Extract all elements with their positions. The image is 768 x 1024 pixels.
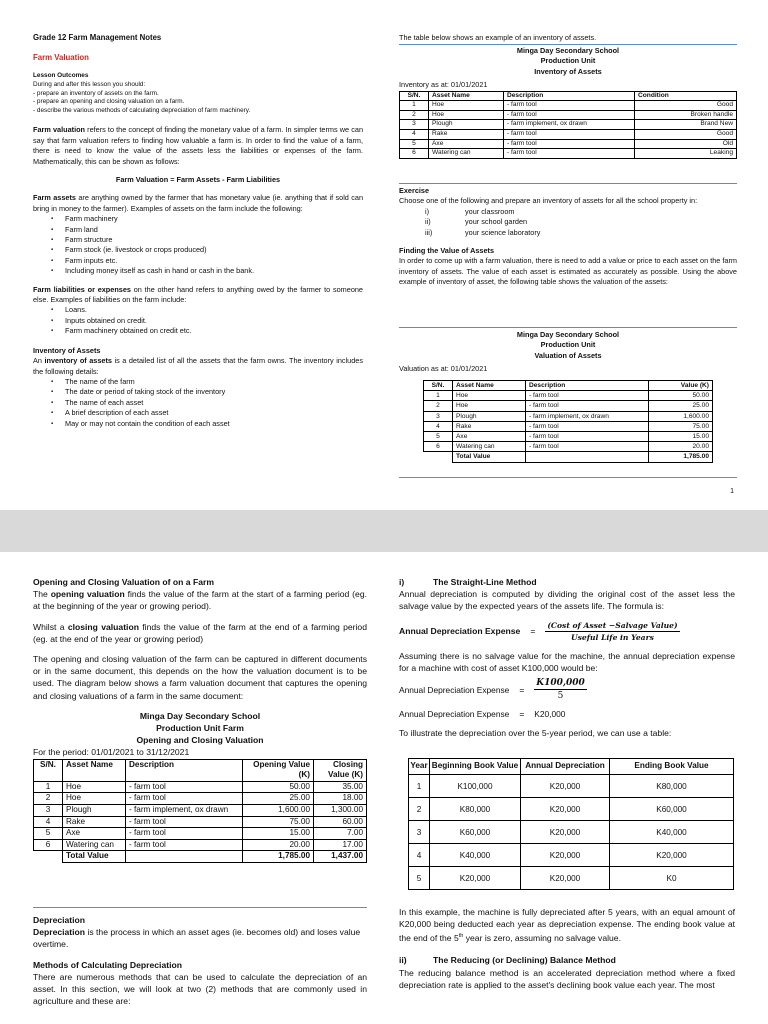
- straight-line-text: Annual depreciation is computed by dividing the original cost of the asset less the salvage value by the expected years of the assets life. The formula is:: [399, 589, 735, 612]
- cell-closing: 7.00: [314, 828, 367, 840]
- formula-example: [399, 678, 735, 701]
- table-header: Ending Book Value: [610, 759, 734, 775]
- cell-opening: 75.00: [243, 816, 314, 828]
- table-row: [400, 149, 737, 159]
- cell-sn: 3: [34, 805, 63, 817]
- list-text: your classroom: [465, 206, 515, 216]
- cell-asset: Hoe: [453, 401, 526, 411]
- inventory-heading: Inventory of Assets: [33, 345, 101, 355]
- school-name: Minga Day Secondary School: [139, 710, 261, 721]
- inventory-text: is a detailed list of all the assets that the farm owns. The inventory includes the following details:: [33, 356, 363, 376]
- equals-sign: =: [519, 709, 525, 720]
- cell-sn: 3: [424, 411, 453, 421]
- cell-sn: 4: [400, 130, 429, 140]
- list-number: iii): [425, 227, 433, 237]
- cell-description: - farm implement, ox drawn: [504, 120, 635, 130]
- list-number: ii): [425, 217, 431, 227]
- cell-description: - farm tool: [504, 101, 635, 111]
- cell-condition: Good: [635, 130, 737, 140]
- cell-condition: Leaking: [635, 149, 737, 159]
- reducing-balance-text: The reducing balance method is an accelerated depreciation method where a fixed depreciation rate is applied to the asset's declining book value each year. The most: [399, 967, 735, 990]
- list-text: your school garden: [465, 217, 528, 227]
- depreciation-text: is the process in which an asset ages (ie. becomes old) and loses value overtime.: [33, 927, 361, 950]
- liabilities-list: [33, 305, 363, 336]
- list-item: ▪ Farm machinery obtained on credit etc.: [65, 326, 363, 336]
- cell-description: - farm tool: [504, 130, 635, 140]
- oc-pre: Whilst a: [33, 621, 68, 632]
- cell-value: 50.00: [649, 391, 713, 401]
- cell-condition: Old: [635, 139, 737, 149]
- doc-title: Grade 12 Farm Management Notes: [33, 33, 162, 42]
- oc-pre: The: [33, 589, 51, 600]
- table-row: [424, 391, 713, 401]
- divider: [399, 477, 737, 478]
- closing-valuation-text: finds the value of the farm at the end of a farming period (eg. at the end of the year or growing period): [33, 621, 367, 644]
- lesson-outcomes: [33, 72, 363, 115]
- cell-beginning: K20,000: [430, 867, 521, 890]
- table-row: [400, 101, 737, 111]
- inventory-term: inventory of assets: [44, 356, 112, 366]
- cell-sn: 5: [424, 432, 453, 442]
- total-closing: 1,437.00: [314, 851, 367, 863]
- straight-line-heading: The Straight-Line Method: [433, 577, 537, 587]
- doc-subtitle: Farm Valuation: [33, 53, 89, 63]
- inventory-pre: An: [33, 356, 45, 366]
- farm-liabilities-term: Farm liabilities or expenses: [33, 284, 131, 294]
- inventory-table-intro: The table below shows an example of an inventory of assets.: [399, 33, 597, 42]
- page1-right-column: [399, 33, 737, 43]
- cell-closing: 60.00: [314, 816, 367, 828]
- divider: [399, 44, 737, 45]
- equals-sign: =: [519, 684, 525, 695]
- cell-annual: K20,000: [521, 821, 610, 844]
- methods-heading: Methods of Calculating Depreciation: [33, 959, 182, 970]
- table-header: Asset Name: [429, 91, 504, 101]
- cell-opening: 1,600.00: [243, 805, 314, 817]
- divider: [33, 907, 367, 908]
- farm-assets-term: Farm assets: [33, 193, 76, 203]
- depreciation-paragraph: [33, 926, 367, 950]
- cell-description: - farm tool: [504, 149, 635, 159]
- cell-asset: Plough: [63, 805, 126, 817]
- divider: [399, 327, 737, 328]
- table-row: [424, 421, 713, 431]
- depreciation-term: Depreciation: [33, 927, 86, 938]
- cell-description: - farm tool: [126, 816, 243, 828]
- cell-sn: 5: [400, 139, 429, 149]
- cell-value: 1,600.00: [649, 411, 713, 421]
- table-row: [409, 798, 734, 821]
- period: For the period: 01/01/2021 to 31/12/2021: [33, 747, 190, 758]
- farm-liabilities-paragraph: [33, 285, 363, 306]
- list-item: [425, 228, 737, 238]
- table-header: Opening Value (K): [243, 759, 314, 781]
- cell-sn: 6: [34, 839, 63, 851]
- table-header: Year: [409, 759, 430, 775]
- formula-result: [399, 709, 735, 719]
- table-header: Asset Name: [453, 381, 526, 391]
- cell-asset: Plough: [429, 120, 504, 130]
- valuation-title: Valuation of Assets: [534, 350, 602, 360]
- list-item: ▪ Farm inputs etc.: [65, 256, 363, 266]
- table-row: [34, 781, 367, 793]
- outcomes-intro: During and after this lesson you should:: [33, 81, 146, 88]
- cell-ending: K60,000: [610, 798, 734, 821]
- cell-asset: Hoe: [453, 391, 526, 401]
- example-text-pre: In this example, the machine is fully depreciated after 5 years, with an equal amount of K20,000 being deducted each year as depreciation expense. The ending book value at the end of the 5: [399, 907, 735, 944]
- table-total-row: [34, 851, 367, 863]
- cell-year: 3: [409, 821, 430, 844]
- oc-table: [33, 759, 367, 863]
- oc-description: The opening and closing valuation of the farm can be captured in different documents or in the same document, this depends on the how the valuation document is to be used. The diagram below shows a farm valuation document that captures the opening and closing valuations of a farm in the same document:: [33, 654, 367, 701]
- table-row: [400, 120, 737, 130]
- table-header: Value (K): [649, 381, 713, 391]
- cell-description: - farm tool: [526, 442, 649, 452]
- cell-beginning: K40,000: [430, 844, 521, 867]
- methods-text: There are numerous methods that can be used to calculate the depreciation of an asset. In this section, we will look at two (2) methods that are commonly used in agriculture and these are:: [33, 971, 367, 1007]
- cell-beginning: K60,000: [430, 821, 521, 844]
- list-item: ▪ Loans.: [65, 305, 363, 315]
- farm-valuation-term: Farm valuation: [33, 125, 86, 135]
- cell-asset: Rake: [453, 421, 526, 431]
- unit-name: Production Unit Farm: [156, 723, 244, 734]
- cell-sn: 1: [400, 101, 429, 111]
- table-header: Condition: [635, 91, 737, 101]
- inventory-date: Inventory as at: 01/01/2021: [399, 80, 488, 90]
- page-number: 1: [730, 488, 734, 495]
- oc-title: Opening and Closing Valuation: [136, 735, 264, 746]
- cell-sn: 2: [34, 793, 63, 805]
- cell-beginning: K100,000: [430, 775, 521, 798]
- cell-description: - farm tool: [526, 391, 649, 401]
- depreciation-table: [408, 758, 734, 890]
- cell-sn: 2: [400, 110, 429, 120]
- table-row: [424, 401, 713, 411]
- list-text: your science laboratory: [465, 227, 541, 237]
- list-item: [425, 207, 737, 217]
- total-opening: 1,785.00: [243, 851, 314, 863]
- outcome-item: - prepare an inventory of assets on the farm.: [33, 89, 159, 97]
- cell-empty: [526, 452, 649, 462]
- page-2: [0, 552, 768, 1024]
- exercise-text: Choose one of the following and prepare an inventory of assets for all the school property in:: [399, 196, 698, 206]
- cell-closing: 18.00: [314, 793, 367, 805]
- cell-annual: K20,000: [521, 775, 610, 798]
- total-label: Total Value: [453, 452, 526, 462]
- list-item: ▪ Inputs obtained on credit.: [65, 316, 363, 326]
- cell-sn: 2: [424, 401, 453, 411]
- table-header: Annual Depreciation: [521, 759, 610, 775]
- outcomes-heading: Lesson Outcomes: [33, 72, 89, 80]
- table-row: [424, 442, 713, 452]
- list-item: ▪ Farm machinery: [65, 214, 363, 224]
- equals-sign: =: [530, 626, 536, 637]
- table-row: [34, 793, 367, 805]
- list-item: ▪ The name of each asset: [65, 398, 363, 408]
- table-row: [34, 828, 367, 840]
- table-row: [34, 816, 367, 828]
- outcome-item: - prepare an opening and closing valuation on a farm.: [33, 98, 185, 106]
- finding-value-text: In order to come up with a farm valuation, there is need to add a value or price to each asset on the farm inventory of assets. The value of each asset is estimated as accurately as possible. Using the above example of inventory of asset, the following table shows the valuation of the assets:: [399, 256, 737, 287]
- cell-asset: Hoe: [63, 781, 126, 793]
- formula-annual-depreciation: [399, 621, 735, 642]
- cell-value: 25.00: [649, 401, 713, 411]
- illustrate-text: To illustrate the depreciation over the 5-year period, we can use a table:: [399, 728, 672, 739]
- inventory-title: Inventory of Assets: [534, 66, 602, 76]
- list-item: ▪ Including money itself as cash in hand or cash in the bank.: [65, 266, 363, 276]
- cell-asset: Axe: [453, 432, 526, 442]
- cell-sn: 3: [400, 120, 429, 130]
- list-item: ▪ The name of the farm: [65, 377, 363, 387]
- inventory-table: [399, 91, 737, 159]
- opening-valuation-text: finds the value of the farm at the start of a farming period (eg. at the beginning of the year or growing period).: [33, 589, 367, 612]
- table-header: S/N.: [400, 91, 429, 101]
- cell-sn: 5: [34, 828, 63, 840]
- table-row: [409, 867, 734, 890]
- depreciation-block: [33, 914, 367, 1007]
- cell-year: 1: [409, 775, 430, 798]
- total-label: Total Value: [63, 851, 126, 863]
- table-header: Description: [126, 759, 243, 781]
- cell-opening: 15.00: [243, 828, 314, 840]
- cell-ending: K40,000: [610, 821, 734, 844]
- table-row: [34, 805, 367, 817]
- table-row: [409, 821, 734, 844]
- table-header: Asset Name: [63, 759, 126, 781]
- table-header: Closing Value (K): [314, 759, 367, 781]
- valuation-block: [399, 330, 737, 375]
- unit-name: Production Unit: [540, 56, 596, 66]
- fraction-numerator: K100,000: [536, 678, 585, 689]
- cell-closing: 1,300.00: [314, 805, 367, 817]
- outcome-item: - describe the various methods of calculating depreciation of farm machinery.: [33, 106, 251, 114]
- cell-sn: 1: [424, 391, 453, 401]
- formula-label: Annual Depreciation Expense: [399, 684, 510, 695]
- cell-value: 15.00: [649, 432, 713, 442]
- cell-asset: Hoe: [429, 101, 504, 111]
- unit-name: Production Unit: [540, 340, 596, 350]
- straight-line-heading-row: [399, 576, 735, 588]
- formula-label: Annual Depreciation Expense: [399, 709, 510, 720]
- table-row: [34, 839, 367, 851]
- method-number: ii): [399, 955, 407, 966]
- page2-left-column: [33, 576, 367, 863]
- reducing-balance-heading: The Reducing (or Declining) Balance Method: [433, 955, 616, 966]
- fraction: [545, 621, 679, 642]
- example-text: [399, 906, 735, 944]
- cell-ending: K80,000: [610, 775, 734, 798]
- method-number: i): [399, 577, 405, 587]
- cell-asset: Watering can: [429, 149, 504, 159]
- list-item: ▪ Farm structure: [65, 235, 363, 245]
- cell-year: 5: [409, 867, 430, 890]
- cell-description: - farm implement, ox drawn: [526, 411, 649, 421]
- table-header-row: [400, 91, 737, 101]
- cell-year: 2: [409, 798, 430, 821]
- cell-opening: 20.00: [243, 839, 314, 851]
- cell-empty: [126, 851, 243, 863]
- exercise-block: [399, 186, 737, 288]
- cell-year: 4: [409, 844, 430, 867]
- cell-sn: 6: [424, 442, 453, 452]
- table-row: [409, 844, 734, 867]
- formula-label: Annual Depreciation Expense: [399, 626, 521, 637]
- school-name: Minga Day Secondary School: [516, 46, 620, 55]
- inventory-paragraph: [33, 356, 363, 377]
- farm-valuation-paragraph: [33, 125, 363, 167]
- table-row: [409, 775, 734, 798]
- oc-heading: Opening and Closing Valuation of on a Farm: [33, 577, 214, 587]
- cell-asset: Watering can: [453, 442, 526, 452]
- table-header-row: [34, 759, 367, 781]
- list-item: ▪ Farm land: [65, 225, 363, 235]
- cell-description: - farm tool: [526, 432, 649, 442]
- cell-beginning: K80,000: [430, 798, 521, 821]
- cell-annual: K20,000: [521, 867, 610, 890]
- cell-opening: 50.00: [243, 781, 314, 793]
- table-header-row: [409, 759, 734, 775]
- farm-liabilities-text: on the other hand refers to anything owed by the farmer to someone else. Examples of liabilities on the farm include:: [33, 284, 363, 305]
- finding-value-heading: Finding the Value of Assets: [399, 246, 495, 256]
- cell-asset: Rake: [63, 816, 126, 828]
- opening-valuation-term: opening valuation: [50, 589, 125, 600]
- closing-valuation-paragraph: [33, 621, 367, 645]
- cell-description: - farm tool: [126, 793, 243, 805]
- fraction-denominator: Useful Life in Years: [571, 632, 654, 642]
- valuation-formula: Farm Valuation = Farm Assets - Farm Liabilities: [115, 175, 281, 184]
- cell-description: - farm tool: [126, 781, 243, 793]
- cell-condition: Broken handle: [635, 110, 737, 120]
- cell-description: - farm tool: [504, 139, 635, 149]
- cell-description: - farm tool: [526, 401, 649, 411]
- table-row: [400, 130, 737, 140]
- valuation-table: [423, 380, 713, 463]
- divider: [399, 183, 737, 184]
- list-item: [425, 217, 737, 227]
- cell-sn: 4: [424, 421, 453, 431]
- cell-description: - farm tool: [504, 110, 635, 120]
- exercise-heading: Exercise: [399, 186, 430, 195]
- table-row: [400, 139, 737, 149]
- cell-empty: [34, 851, 63, 863]
- cell-sn: 6: [400, 149, 429, 159]
- cell-closing: 35.00: [314, 781, 367, 793]
- cell-ending: K20,000: [610, 844, 734, 867]
- page1-left-column: [33, 33, 363, 429]
- cell-description: - farm tool: [126, 828, 243, 840]
- cell-condition: Good: [635, 101, 737, 111]
- cell-asset: Watering can: [63, 839, 126, 851]
- cell-description: - farm implement, ox drawn: [126, 805, 243, 817]
- opening-valuation-paragraph: [33, 588, 367, 612]
- list-item: ▪ May or may not contain the condition of each asset: [65, 419, 363, 429]
- farm-valuation-text: refers to the concept of finding the monetary value of a farm. In simpler terms we can say that farm valuation refers to finding how valuable a farm is. In order to find the value of a farm, there is need to know the value of the assets less the liabilities or expenses of the farm. Mathematically, this can be shown as follows:: [33, 125, 363, 166]
- farm-assets-text: are anything owned by the farmer that has monetary value (ie. anything that if sold can bring in money to the farmer). Examples of assets on the farm include the following:: [33, 193, 364, 213]
- cell-asset: Rake: [429, 130, 504, 140]
- reducing-balance-heading-row: [399, 954, 735, 966]
- fraction-denominator: 5: [557, 691, 564, 702]
- cell-asset: Axe: [63, 828, 126, 840]
- closing-valuation-term: closing valuation: [67, 621, 139, 632]
- formula-result-value: K20,000: [534, 709, 566, 720]
- inventory-block: [399, 46, 737, 159]
- page-1: [0, 0, 768, 510]
- table-header-row: [424, 381, 713, 391]
- page2-right-lower: [399, 906, 735, 991]
- table-header: S/N.: [424, 381, 453, 391]
- list-number: i): [425, 206, 430, 216]
- inventory-details-list: [33, 377, 363, 429]
- cell-asset: Hoe: [63, 793, 126, 805]
- cell-description: - farm tool: [526, 421, 649, 431]
- exercise-list: [399, 207, 737, 238]
- table-row: [400, 110, 737, 120]
- cell-asset: Hoe: [429, 110, 504, 120]
- cell-ending: K0: [610, 867, 734, 890]
- fraction-numerator: (Cost of Asset −Salvage Value): [547, 620, 678, 630]
- list-item: ▪ The date or period of taking stock of the inventory: [65, 387, 363, 397]
- table-header: Description: [526, 381, 649, 391]
- table-row: [424, 411, 713, 421]
- cell-annual: K20,000: [521, 798, 610, 821]
- farm-assets-paragraph: [33, 193, 363, 214]
- table-header: Description: [504, 91, 635, 101]
- list-item: ▪ A brief description of each asset: [65, 408, 363, 418]
- cell-sn: 1: [34, 781, 63, 793]
- cell-annual: K20,000: [521, 844, 610, 867]
- cell-sn: 4: [34, 816, 63, 828]
- cell-opening: 25.00: [243, 793, 314, 805]
- school-name: Minga Day Secondary School: [516, 330, 620, 339]
- cell-empty: [424, 452, 453, 462]
- cell-closing: 17.00: [314, 839, 367, 851]
- table-total-row: [424, 452, 713, 462]
- valuation-date: Valuation as at: 01/01/2021: [399, 364, 488, 374]
- table-row: [424, 432, 713, 442]
- table-header: S/N.: [34, 759, 63, 781]
- cell-asset: Plough: [453, 411, 526, 421]
- assets-list: [33, 214, 363, 276]
- cell-value: 20.00: [649, 442, 713, 452]
- cell-asset: Axe: [429, 139, 504, 149]
- total-value: 1,785.00: [649, 452, 713, 462]
- depreciation-heading: Depreciation: [33, 915, 86, 925]
- cell-value: 75.00: [649, 421, 713, 431]
- cell-description: - farm tool: [126, 839, 243, 851]
- list-item: ▪ Farm stock (ie. livestock or crops produced): [65, 245, 363, 255]
- assumption-text: Assuming there is no salvage value for the machine, the annual depreciation expense for a machine with cost of asset K100,000 would be:: [399, 650, 735, 673]
- example-text-post: year is zero, assuming no salvage value.: [463, 933, 621, 944]
- fraction: [534, 678, 587, 701]
- table-header: Beginning Book Value: [430, 759, 521, 775]
- page2-right-column: [399, 576, 735, 739]
- superscript: th: [458, 933, 464, 940]
- cell-condition: Brand New: [635, 120, 737, 130]
